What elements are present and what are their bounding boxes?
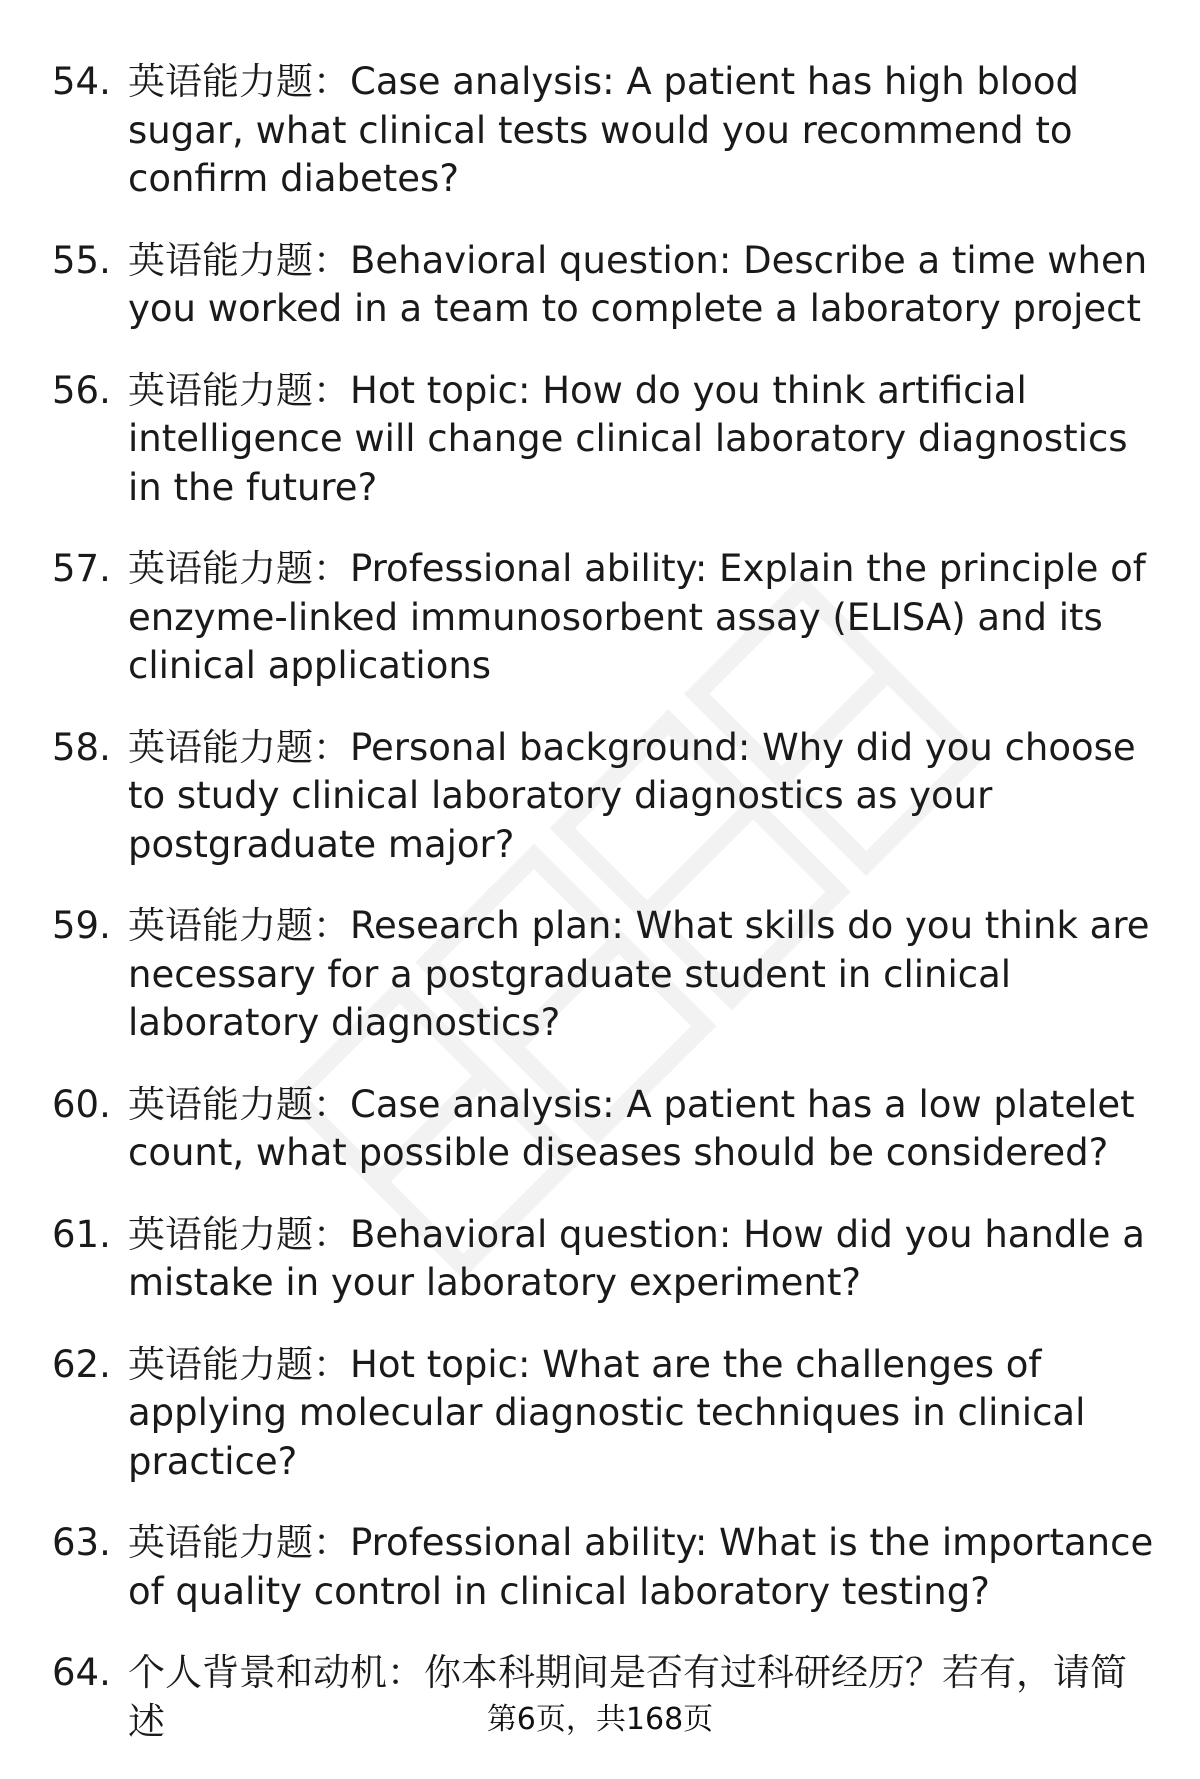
question-item — [0, 237, 1200, 334]
question-item — [0, 1519, 1200, 1616]
question-text: Hot topic: How do you think artificial intelligence will change clinical laboratory diagnostics in the future? — [128, 368, 1128, 509]
question-number: 54. — [52, 60, 111, 103]
question-number: 60. — [52, 1082, 111, 1126]
question-category: 英语能力题： — [128, 725, 350, 769]
question-text: Professional ability: Explain the principle of enzyme-linked immunosorbent assay (ELISA) and its clinical applications — [128, 547, 1146, 687]
question-number: 64. — [52, 1651, 111, 1694]
question-text: Personal background: Why did you choose to study clinical laboratory diagnostics as your postgraduate major? — [128, 725, 1136, 866]
question-category: 英语能力题： — [128, 238, 350, 282]
question-item — [0, 724, 1200, 870]
question-number: 56. — [52, 368, 111, 412]
question-category: 英语能力题： — [128, 1212, 350, 1256]
question-text: Research plan: What skills do you think are necessary for a postgraduate student in clinical laboratory diagnostics? — [128, 904, 1150, 1044]
question-number: 58. — [52, 725, 111, 769]
question-number: 62. — [52, 1342, 111, 1386]
question-text: Behavioral question: How did you handle a mistake in your laboratory experiment? — [128, 1212, 1145, 1304]
question-category: 英语能力题： — [128, 1521, 350, 1564]
question-list — [0, 58, 1200, 1779]
question-text: Case analysis: A patient has high blood sugar, what clinical tests would you recommend to confirm diabetes? — [128, 60, 1079, 200]
question-text: Behavioral question: Describe a time when you worked in a team to complete a laboratory project — [128, 238, 1148, 330]
question-category: 英语能力题： — [128, 1082, 350, 1126]
question-text: Hot topic: What are the challenges of applying molecular diagnostic techniques in clinical practice? — [128, 1342, 1086, 1483]
question-number: 59. — [52, 904, 111, 947]
question-category: 英语能力题： — [128, 547, 350, 590]
question-text: Professional ability: What is the importance of quality control in clinical laboratory testing? — [128, 1521, 1154, 1613]
question-number: 57. — [52, 547, 111, 590]
question-item — [0, 367, 1200, 513]
question-item — [0, 58, 1200, 204]
question-number: 63. — [52, 1521, 111, 1564]
question-number: 61. — [52, 1212, 111, 1256]
question-item — [0, 902, 1200, 1048]
question-item — [0, 1211, 1200, 1308]
question-category: 英语能力题： — [128, 1342, 350, 1386]
question-text: 你本科期间是否有过科研经历？若有，请简述 — [128, 1651, 1127, 1743]
question-category: 英语能力题： — [128, 904, 350, 947]
question-category: 英语能力题： — [128, 368, 350, 412]
question-number: 55. — [52, 238, 111, 282]
question-category: 个人背景和动机： — [128, 1651, 424, 1694]
question-text: Case analysis: A patient has a low platelet count, what possible diseases should be considered? — [128, 1082, 1135, 1174]
question-item — [0, 545, 1200, 691]
page-footer: 第6页，共168页 — [486, 1702, 714, 1737]
question-category: 英语能力题： — [128, 60, 350, 103]
question-item — [0, 1341, 1200, 1487]
question-item — [0, 1081, 1200, 1178]
